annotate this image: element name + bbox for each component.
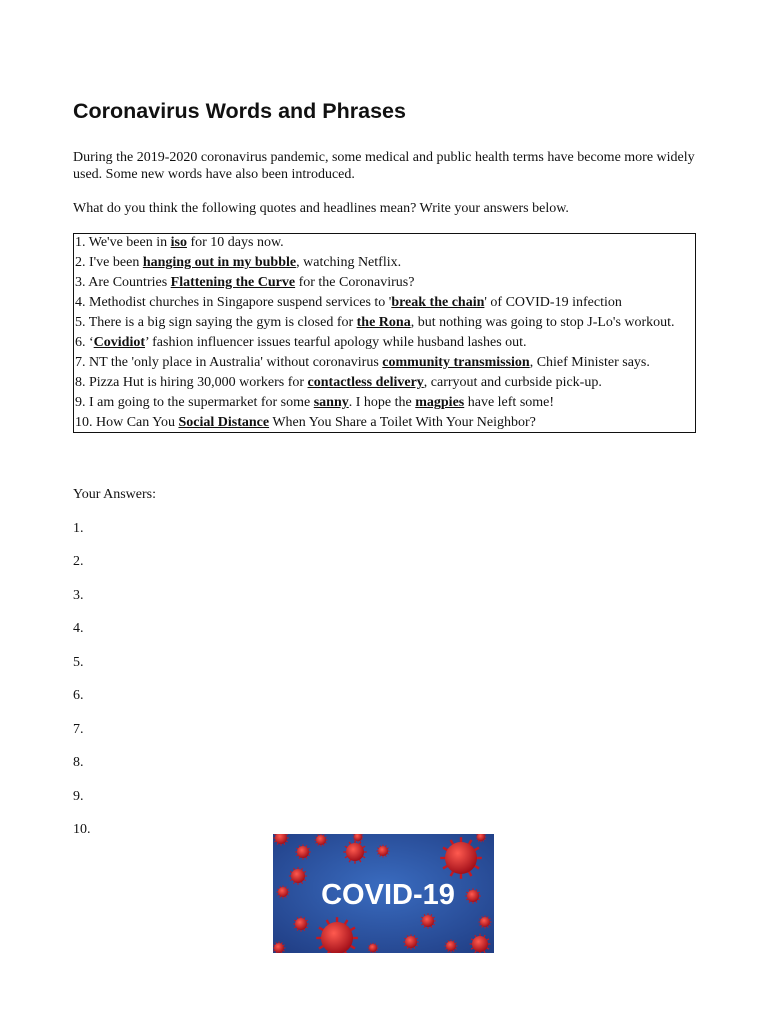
key-term: contactless delivery xyxy=(307,375,424,390)
intro-paragraph: During the 2019-2020 coronavirus pandemic, some medical and public health terms have become more widely used. Some new words have also been introduced. xyxy=(73,150,695,182)
banner-text: COVID-19 xyxy=(321,879,455,911)
covid-banner-image xyxy=(273,834,494,953)
key-term: Covidiot xyxy=(93,335,146,350)
quote-item: 9. I am going to the supermarket for some sanny. I hope the magpies have left some! xyxy=(75,395,555,410)
key-term: hanging out in my bubble xyxy=(142,255,297,270)
quote-item: 8. Pizza Hut is hiring 30,000 workers for contactless delivery, carryout and curbside pick-up. xyxy=(75,375,602,390)
quote-item: 2. I've been hanging out in my bubble, watching Netflix. xyxy=(75,255,402,270)
answer-line: 3. xyxy=(73,588,84,603)
key-term: Social Distance xyxy=(178,415,270,430)
answers-heading: Your Answers: xyxy=(73,487,156,502)
answer-line: 8. xyxy=(73,755,84,770)
key-term: iso xyxy=(170,235,187,250)
answer-line: 7. xyxy=(73,722,84,737)
quotes-box xyxy=(73,233,696,433)
answer-line: 4. xyxy=(73,621,84,636)
answer-line: 1. xyxy=(73,521,84,536)
instructions-paragraph: What do you think the following quotes and headlines mean? Write your answers below. xyxy=(73,201,569,216)
key-term: Flattening the Curve xyxy=(170,275,296,290)
quote-item: 1. We've been in iso for 10 days now. xyxy=(75,235,284,250)
quote-item: 10. How Can You Social Distance When You Share a Toilet With Your Neighbor? xyxy=(75,415,536,430)
answer-line: 2. xyxy=(73,554,84,569)
key-term: magpies xyxy=(415,395,465,410)
answer-line: 5. xyxy=(73,655,84,670)
quote-item: 3. Are Countries Flattening the Curve for the Coronavirus? xyxy=(75,275,415,290)
key-term: sanny xyxy=(313,395,349,410)
key-term: break the chain xyxy=(391,295,485,310)
page-title: Coronavirus Words and Phrases xyxy=(73,99,406,123)
quote-item: 7. NT the 'only place in Australia' without coronavirus community transmission, Chief Minister says. xyxy=(75,355,650,370)
key-term: the Rona xyxy=(356,315,411,330)
answer-line: 6. xyxy=(73,688,84,703)
quote-item: 5. There is a big sign saying the gym is closed for the Rona, but nothing was going to stop J-Lo's workout. xyxy=(75,315,675,330)
answer-line: 9. xyxy=(73,789,84,804)
key-term: community transmission xyxy=(382,355,530,370)
answer-line: 10. xyxy=(73,822,91,837)
quote-item: 6. ‘Covidiot’ fashion influencer issues tearful apology while husband lashes out. xyxy=(75,335,527,350)
quote-item: 4. Methodist churches in Singapore suspend services to 'break the chain' of COVID-19 infection xyxy=(75,295,622,310)
